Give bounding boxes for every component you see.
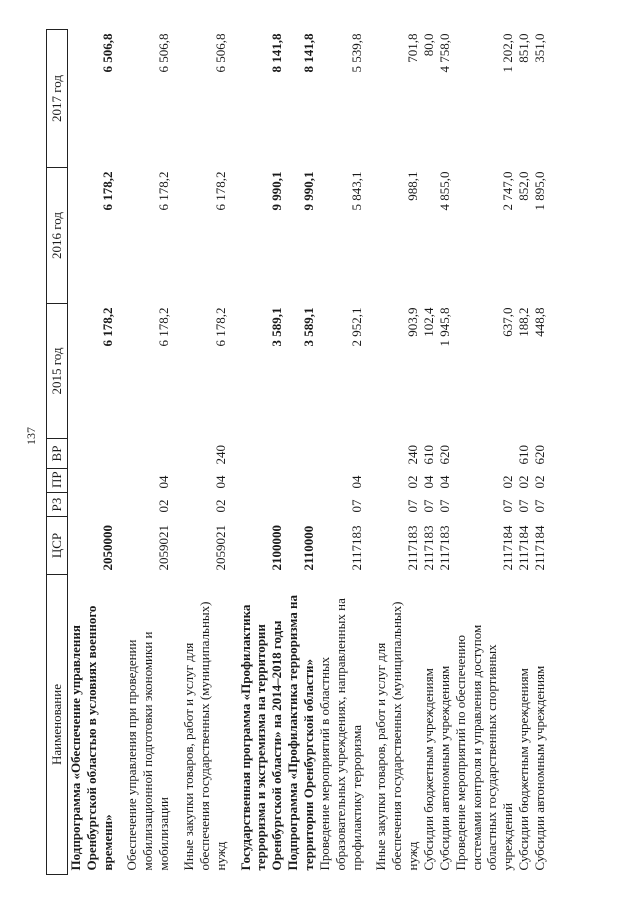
row-name: Иные закупки товаров, работ и услуг для обеспечения государственных (муниципальных) нужд [181,601,228,871]
row-2015-9: 637,0 [500,307,516,337]
row-pr-6: 02 [405,475,421,489]
rotated-content [24,30,618,875]
row-pr [373,469,452,493]
row-2016: 6 178,2 [99,171,115,211]
row-vr-9 [500,443,516,465]
row-pr-7: 04 [421,475,437,489]
row-rz [67,493,124,517]
row-2015-6: 903,9 [405,307,421,337]
row-name-text-11: Субсидии автономным учреждениям [532,665,548,871]
row-2016: 9 990,1 [301,171,317,211]
row-name: Обеспечение управления при проведении мобилизационной подготовки экономики и мобилизации [124,631,172,871]
row-2016: 5 843,1 [348,171,364,211]
header-vr: ВР [47,439,68,469]
row-2017-11: 351,0 [532,33,548,63]
table-row [124,30,181,875]
row-name-text-9: Проведение мероприятий по обеспечению системами контроля и управления доступом областных государственных спортивных учреждений [452,624,516,871]
header-csr: ЦСР [47,517,68,575]
row-vr-6: 240 [405,445,421,465]
row-rz-7: 07 [421,499,437,513]
row-csr [373,517,452,575]
row-pr [453,469,548,493]
row-2016: 6 178,2 [212,171,228,211]
row-rz: 07 [348,499,364,513]
row-name-text-10: Субсидии бюджетным учреждениям [516,668,532,871]
row-pr-11: 02 [532,475,548,489]
row-csr: 2100000 [269,525,285,571]
row-vr [67,439,124,469]
row-vr: 240 [212,445,228,465]
row-2017-6: 701,8 [405,33,421,63]
row-2016-8: 4 855,0 [436,171,452,211]
row-2015-7: 102,4 [421,307,437,337]
row-2015: 6 178,2 [212,307,228,347]
row-2016 [373,168,452,304]
row-2017 [373,30,452,168]
table-row [373,30,452,875]
row-pr-9: 02 [500,475,516,489]
row-pr-8: 04 [436,475,452,489]
row-2015-11: 448,8 [532,307,548,337]
row-2017-7: 80,0 [421,33,437,57]
row-rz [285,493,317,517]
header-2016: 2016 год [47,168,68,304]
header-rz: РЗ [47,493,68,517]
table-row [181,30,238,875]
row-2015: 3 589,1 [269,307,285,347]
page-number: 137 [24,427,38,445]
row-name [453,575,548,875]
row-2016-10: 852,0 [516,171,532,201]
row-csr: 2117183 [348,525,364,571]
row-pr: 04 [156,475,172,489]
header-pr: ПР [47,469,68,493]
row-vr-8: 620 [436,445,452,465]
row-name-text-8: Субсидии автономным учреждениям [436,665,452,871]
row-2015-10: 188,2 [516,307,532,337]
row-2017: 8 141,8 [269,33,285,73]
row-vr [317,439,374,469]
row-pr-10: 02 [516,475,532,489]
row-vr [238,439,286,469]
row-2017-9: 1 202,0 [500,33,516,73]
table-row [453,30,548,875]
row-vr [453,439,548,469]
row-2015: 3 589,1 [301,307,317,347]
row-pr [238,469,286,493]
row-rz-6: 07 [405,499,421,513]
row-2016-11: 1 895,0 [532,171,548,211]
row-rz: 02 [212,499,228,513]
row-2015: 2 952,1 [348,307,364,347]
row-2015 [373,304,452,439]
row-2016 [453,168,548,304]
table-row [285,30,317,875]
row-pr: 04 [348,475,364,489]
row-csr-10: 2117184 [516,525,532,571]
header-name: Наименование [47,575,68,875]
row-rz [238,493,286,517]
row-2017: 6 506,8 [212,33,228,73]
row-2016-9: 2 747,0 [500,171,516,211]
row-rz [373,493,452,517]
row-rz-8: 07 [436,499,452,513]
row-csr-11: 2117184 [532,525,548,571]
row-2015-8: 1 945,8 [436,307,452,347]
row-name [373,575,452,875]
row-2017: 6 506,8 [99,33,115,73]
table-header-row [47,30,68,875]
row-2015 [453,304,548,439]
row-csr: 2050000 [99,525,115,571]
header-2017: 2017 год [47,30,68,168]
row-csr-9: 2117184 [500,525,516,571]
row-name: Государственная программа «Профилактика терроризма и экстремизма на территории Оренбургской области» на 2014–2018 годы [237,604,285,871]
row-csr: 2110000 [301,525,317,571]
row-2016-7 [421,172,437,300]
row-csr: 2059021 [212,525,228,571]
row-rz-10: 07 [516,499,532,513]
row-vr [285,439,317,469]
row-2016: 6 178,2 [156,171,172,211]
row-name-text-6: Иные закупки товаров, работ и услуг для обеспечения государственных (муниципальных) нужд [373,601,421,871]
row-csr: 2059021 [156,525,172,571]
row-pr: 04 [212,475,228,489]
row-name: Подпрограмма «Профилактика терроризма на территории Оренбургской области» [285,595,317,871]
row-rz [453,493,548,517]
row-pr [67,469,124,493]
row-vr-11: 620 [532,445,548,465]
row-vr-10: 610 [516,445,532,465]
row-2017-10: 851,0 [516,33,532,63]
row-rz-9: 07 [500,499,516,513]
row-csr-8: 2117183 [436,525,452,571]
budget-table [46,29,548,875]
row-vr [373,439,452,469]
row-rz-11: 07 [532,499,548,513]
row-vr-7: 610 [421,445,437,465]
row-name: Подпрограмма «Обеспечение управления Оренбургской областью в условиях военного времени» [67,605,115,871]
row-csr [453,517,548,575]
row-rz: 02 [156,499,172,513]
row-name: Проведение мероприятий в областных образовательных учреждениях, направленных на профилактику терроризма [316,598,364,871]
row-2017: 8 141,8 [301,33,317,73]
row-2016-6: 988,1 [405,171,421,201]
row-name-text-7: Субсидии бюджетным учреждениям [421,668,437,871]
row-vr [124,439,181,469]
row-2017: 5 539,8 [348,33,364,73]
row-2016: 9 990,1 [269,171,285,211]
table-row [238,30,286,875]
row-2017-8: 4 758,0 [436,33,452,73]
table-row [67,30,124,875]
row-2015: 6 178,2 [156,307,172,347]
header-2015: 2015 год [47,304,68,439]
row-2017: 6 506,8 [156,33,172,73]
row-pr [285,469,317,493]
row-2017 [453,30,548,168]
row-2015: 6 178,2 [99,307,115,347]
table-row [317,30,374,875]
row-csr-7: 2117183 [421,525,437,571]
row-csr-6: 2117183 [405,525,421,571]
